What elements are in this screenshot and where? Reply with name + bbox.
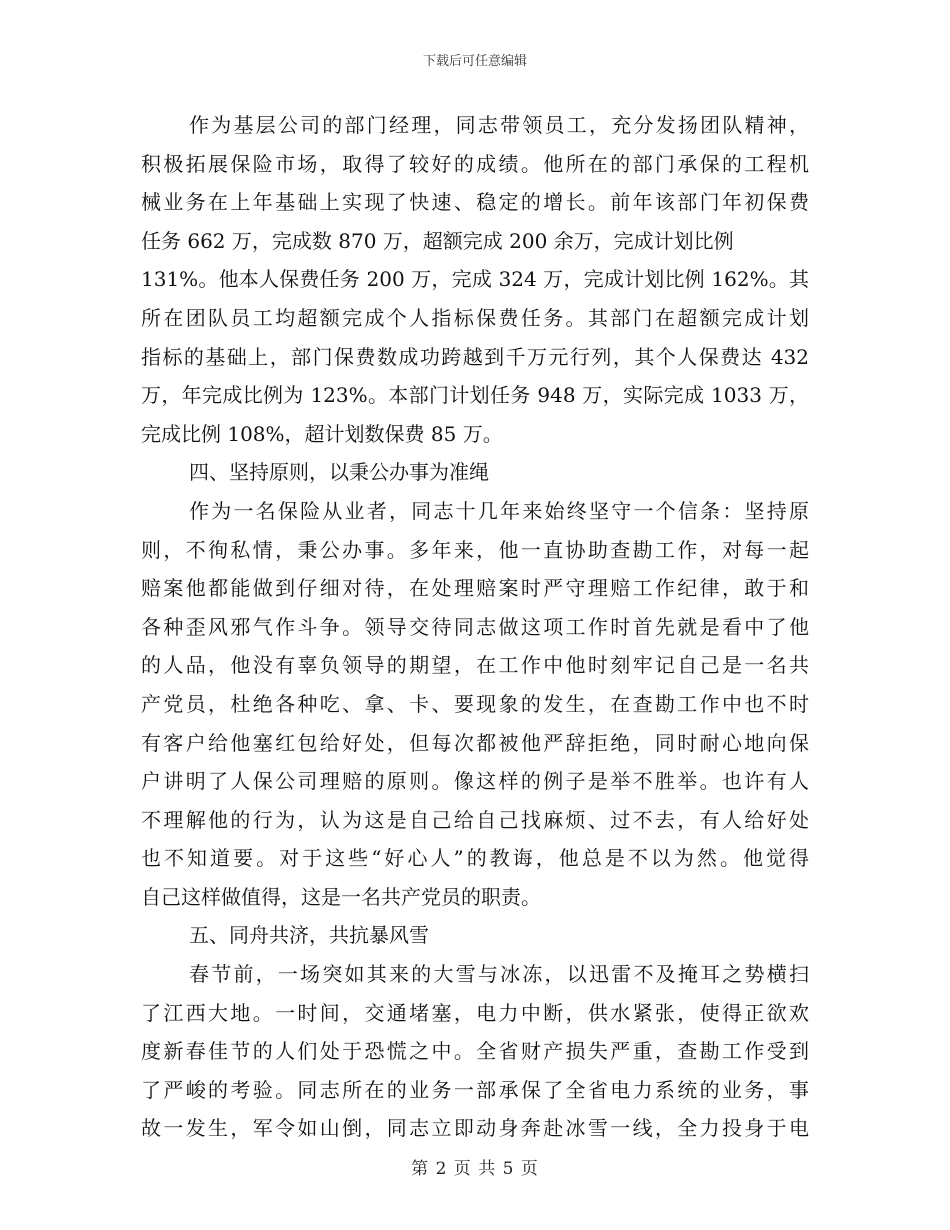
- text-line: 积极拓展保险市场，取得了较好的成绩。他所在的部门承保的工程机: [141, 151, 809, 176]
- text-line: 有客户给他塞红包给好处，但每次都被他严辞拒绝，同时耐心地向保: [141, 730, 809, 755]
- text-line: 各种歪风邪气作斗争。领导交待同志做这项工作时首先就是看中了他: [141, 614, 809, 639]
- text-line: 指标的基础上，部门保费数成功跨越到千万元行列，其个人保费达 432: [141, 344, 809, 369]
- text-line: 万，年完成比例为 123%。本部门计划任务 948 万，实际完成 1033 万，: [141, 383, 809, 408]
- text-line: 作为一名保险从业者，同志十几年来始终坚守一个信条：坚持原: [189, 498, 809, 523]
- text-line: 的人品，他没有辜负领导的期望，在工作中他时刻牢记自己是一名共: [141, 653, 809, 678]
- text-line: 械业务在上年基础上实现了快速、稳定的增长。前年该部门年初保费: [141, 190, 809, 215]
- text-line: 了严峻的考验。同志所在的业务一部承保了全省电力系统的业务，事: [141, 1077, 809, 1102]
- document-body: [141, 106, 809, 1148]
- text-line: 产党员，杜绝各种吃、拿、卡、要现象的发生，在查勘工作中也不时: [141, 691, 809, 716]
- text-line: 了江西大地。一时间，交通堵塞，电力中断，供水紧张，使得正欲欢: [141, 1000, 809, 1025]
- section-heading: 五、同舟共济，共抗暴风雪: [189, 923, 429, 948]
- text-line: 户讲明了人保公司理赔的原则。像这样的例子是举不胜举。也许有人: [141, 769, 809, 794]
- text-line: 作为基层公司的部门经理，同志带领员工，充分发扬团队精神，: [189, 113, 809, 137]
- text-line: 则，不徇私情，秉公办事。多年来，他一直协助查勘工作，对每一起: [141, 537, 809, 562]
- header-note: 下载后可任意编辑: [422, 54, 527, 69]
- text-line: 所在团队员工均超额完成个人指标保费任务。其部门在超额完成计划: [141, 305, 809, 330]
- text-line: 故一发生，军令如山倒，同志立即动身奔赴冰雪一线，全力投身于电: [141, 1116, 809, 1141]
- text-line: 131%。他本人保费任务 200 万，完成 324 万，完成计划比例 162%。其: [141, 267, 809, 292]
- text-line: 也不知道要。对于这些“好心人”的教诲，他总是不以为然。他觉得: [141, 846, 809, 871]
- text-line: 度新春佳节的人们处于恐慌之中。全省财产损失严重，查勘工作受到: [141, 1039, 809, 1064]
- page-number: 第 2 页 共 5 页: [411, 1159, 539, 1179]
- text-line: 赔案他都能做到仔细对待，在处理赔案时严守理赔工作纪律，敢于和: [141, 576, 809, 601]
- section-heading: 四、坚持原则，以秉公办事为准绳: [189, 460, 489, 485]
- text-line: 春节前，一场突如其来的大雪与冰冻，以迅雷不及掩耳之势横扫: [189, 962, 809, 987]
- text-line: 任务 662 万，完成数 870 万，超额完成 200 余万，完成计划比例: [141, 228, 734, 253]
- text-line: 自己这样做值得，这是一名共产党员的职责。: [141, 884, 541, 909]
- text-line: 完成比例 108%，超计划数保费 85 万。: [141, 421, 503, 446]
- text-line: 不理解他的行为，认为这是自己给自己找麻烦、过不去，有人给好处: [141, 807, 809, 832]
